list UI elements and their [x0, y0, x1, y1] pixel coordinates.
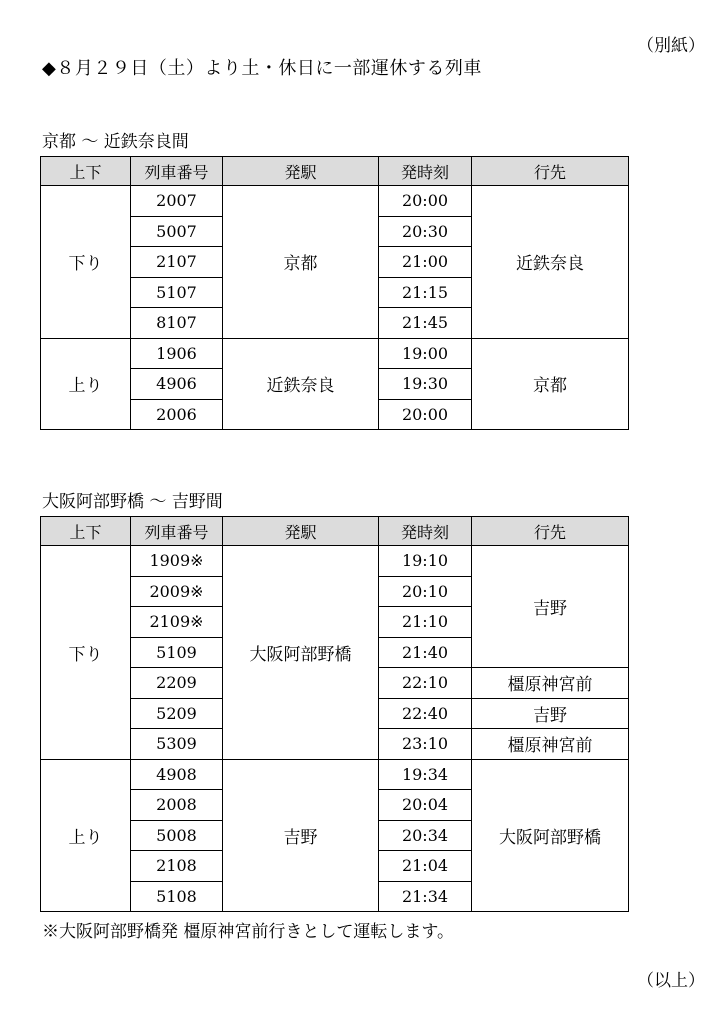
column-header: 列車番号 [131, 157, 223, 186]
train-number-cell: 4908 [131, 759, 223, 790]
departure-time-cell: 19:30 [379, 369, 472, 400]
table-row [41, 186, 629, 217]
annex-label: （別紙） [637, 36, 705, 56]
destination-cell: 吉野 [472, 698, 629, 729]
column-header: 列車番号 [131, 517, 223, 546]
origin-station-cell: 近鉄奈良 [223, 338, 379, 430]
departure-time-cell: 20:34 [379, 820, 472, 851]
table-header-row [41, 517, 629, 546]
departure-time-cell: 21:15 [379, 277, 472, 308]
departure-time-cell: 19:10 [379, 546, 472, 577]
train-number-cell: 5107 [131, 277, 223, 308]
direction-cell: 下り [41, 546, 131, 760]
timetable-abenobashi-yoshino [40, 516, 629, 912]
departure-time-cell: 20:10 [379, 576, 472, 607]
column-header: 発時刻 [379, 517, 472, 546]
column-header: 上下 [41, 157, 131, 186]
departure-time-cell: 20:00 [379, 399, 472, 430]
departure-time-cell: 22:40 [379, 698, 472, 729]
train-number-cell: 5309 [131, 729, 223, 760]
train-number-cell: 2008 [131, 790, 223, 821]
train-number-cell: 5007 [131, 216, 223, 247]
train-number-cell: 2009※ [131, 576, 223, 607]
direction-cell: 下り [41, 186, 131, 339]
departure-time-cell: 21:10 [379, 607, 472, 638]
closing-label: （以上） [637, 971, 705, 991]
departure-time-cell: 20:04 [379, 790, 472, 821]
table-row [41, 546, 629, 577]
train-number-cell: 5108 [131, 881, 223, 912]
table-row [41, 759, 629, 790]
train-number-cell: 2108 [131, 851, 223, 882]
column-header: 行先 [472, 517, 629, 546]
train-number-cell: 8107 [131, 308, 223, 339]
column-header: 行先 [472, 157, 629, 186]
train-number-cell: 4906 [131, 369, 223, 400]
direction-cell: 上り [41, 338, 131, 430]
train-number-cell: 1906 [131, 338, 223, 369]
column-header: 発駅 [223, 517, 379, 546]
train-number-cell: 5209 [131, 698, 223, 729]
footnote: ※大阪阿部野橋発 橿原神宮前行きとして運転します。 [42, 922, 455, 942]
table-header-row [41, 157, 629, 186]
departure-time-cell: 20:30 [379, 216, 472, 247]
train-number-cell: 5008 [131, 820, 223, 851]
train-number-cell: 2006 [131, 399, 223, 430]
departure-time-cell: 23:10 [379, 729, 472, 760]
section-title-abenobashi-yoshino: 大阪阿部野橋 〜 吉野間 [42, 492, 223, 512]
direction-cell: 上り [41, 759, 131, 912]
departure-time-cell: 22:10 [379, 668, 472, 699]
timetable-kyoto-nara [40, 156, 629, 430]
table-row [41, 338, 629, 369]
train-number-cell: 1909※ [131, 546, 223, 577]
train-number-cell: 5109 [131, 637, 223, 668]
origin-station-cell: 大阪阿部野橋 [223, 546, 379, 760]
departure-time-cell: 19:34 [379, 759, 472, 790]
departure-time-cell: 21:34 [379, 881, 472, 912]
origin-station-cell: 吉野 [223, 759, 379, 912]
column-header: 発時刻 [379, 157, 472, 186]
departure-time-cell: 20:00 [379, 186, 472, 217]
page-title: ◆８月２９日（土）より土・休日に一部運休する列車 [42, 58, 482, 79]
departure-time-cell: 21:00 [379, 247, 472, 278]
destination-cell: 京都 [472, 338, 629, 430]
column-header: 発駅 [223, 157, 379, 186]
train-number-cell: 2209 [131, 668, 223, 699]
departure-time-cell: 19:00 [379, 338, 472, 369]
train-number-cell: 2107 [131, 247, 223, 278]
departure-time-cell: 21:45 [379, 308, 472, 339]
departure-time-cell: 21:40 [379, 637, 472, 668]
section-title-kyoto-nara: 京都 〜 近鉄奈良間 [42, 132, 189, 152]
destination-cell: 大阪阿部野橋 [472, 759, 629, 912]
train-number-cell: 2109※ [131, 607, 223, 638]
destination-cell: 橿原神宮前 [472, 729, 629, 760]
train-number-cell: 2007 [131, 186, 223, 217]
departure-time-cell: 21:04 [379, 851, 472, 882]
origin-station-cell: 京都 [223, 186, 379, 339]
destination-cell: 橿原神宮前 [472, 668, 629, 699]
column-header: 上下 [41, 517, 131, 546]
destination-cell: 近鉄奈良 [472, 186, 629, 339]
destination-cell: 吉野 [472, 546, 629, 668]
